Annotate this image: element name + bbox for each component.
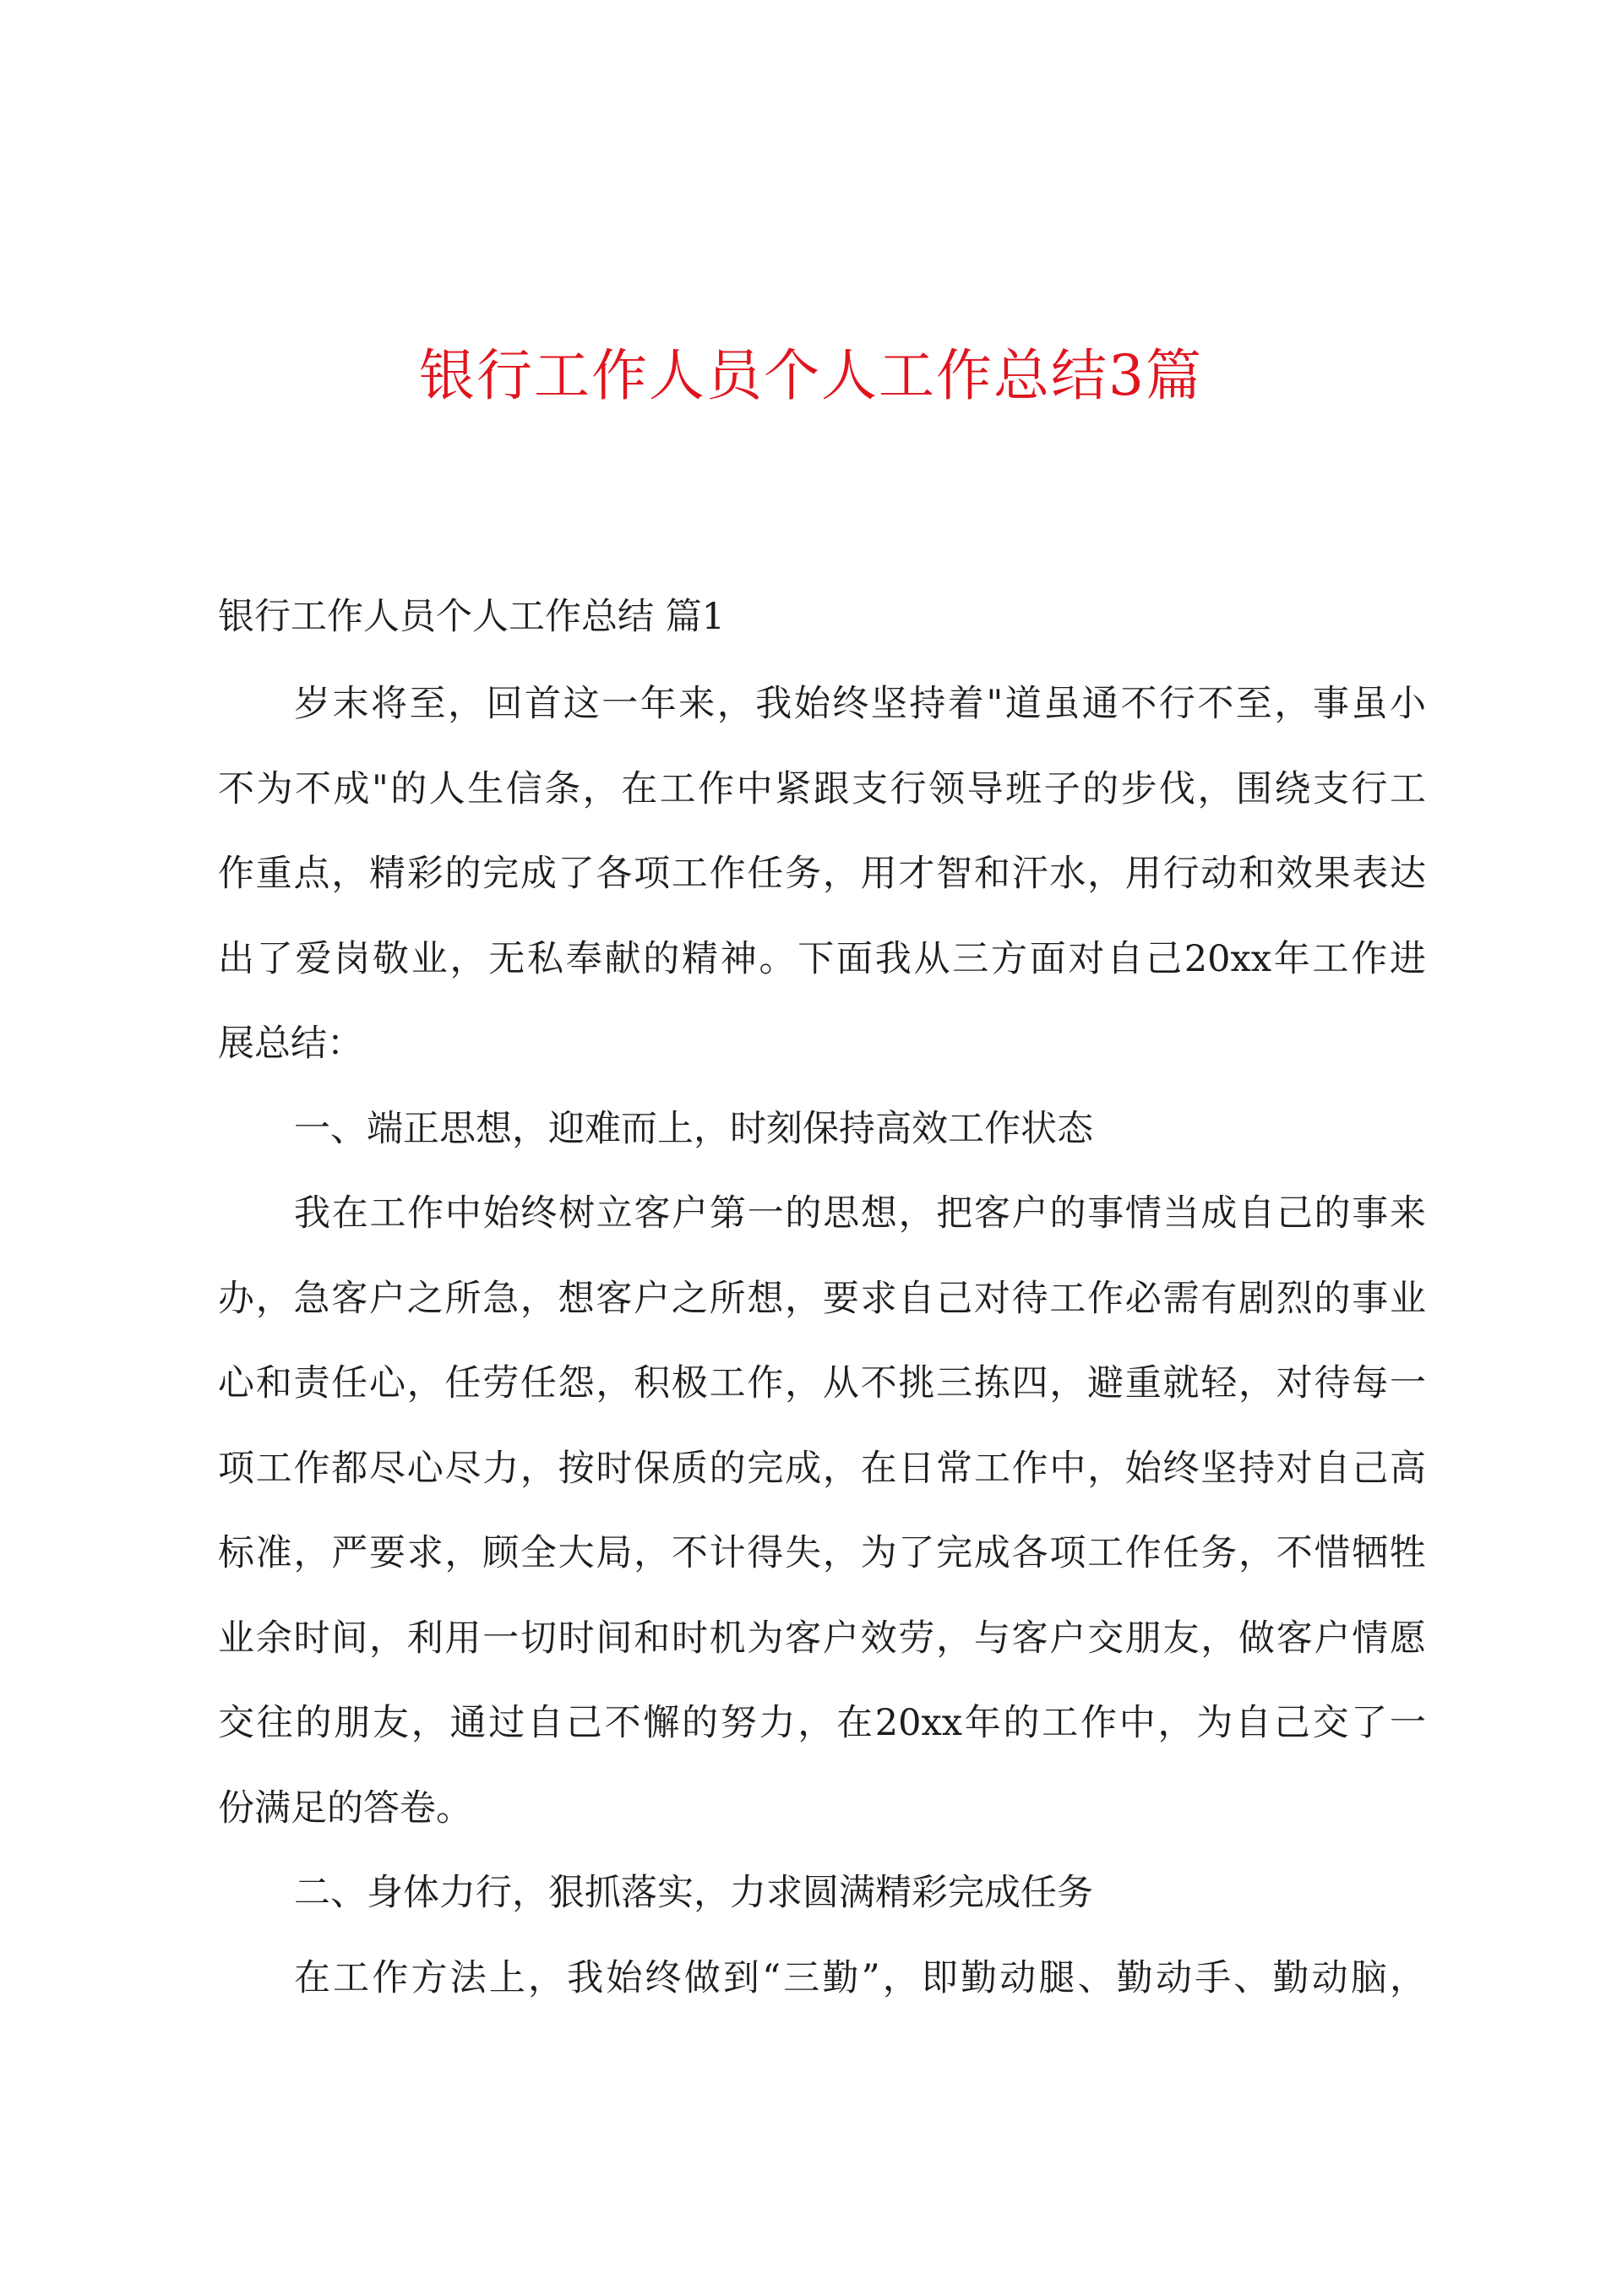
paragraph-line: 业余时间，利用一切时间和时机为客户效劳，与客户交朋友，做客户情愿 xyxy=(218,1617,1426,1660)
subheading-line: 二、身体力行，狠抓落实，力求圆满精彩完成任务 xyxy=(294,1872,1093,1914)
paragraph-line: 我在工作中始终树立客户第一的思想，把客户的事情当成自己的事来 xyxy=(294,1192,1426,1235)
subheading-line: 一、端正思想，迎难而上，时刻保持高效工作状态 xyxy=(294,1107,1093,1150)
paragraph-line: 办，急客户之所急，想客户之所想，要求自己对待工作必需有剧烈的事业 xyxy=(218,1277,1426,1320)
paragraph-line: 展总结： xyxy=(218,1023,363,1065)
paragraph-line: 作重点，精彩的完成了各项工作任务，用才智和汗水，用行动和效果表达 xyxy=(218,853,1426,895)
paragraph-line: 在工作方法上，我始终做到“三勤”，即勤动腿、勤动手、勤动脑， xyxy=(294,1956,1426,1999)
paragraph-line: 岁末将至，回首这一年来，我始终坚持着"道虽通不行不至，事虽小 xyxy=(294,683,1426,725)
section-heading: 银行工作人员个人工作总结 篇1 xyxy=(218,596,726,638)
paragraph-line: 标准，严要求，顾全大局，不计得失，为了完成各项工作任务，不惜牺牲 xyxy=(218,1532,1426,1574)
paragraph-line: 出了爱岗敬业，无私奉献的精神。下面我从三方面对自己20xx年工作进 xyxy=(218,937,1426,980)
paragraph-line: 项工作都尽心尽力，按时保质的完成，在日常工作中，始终坚持对自己高 xyxy=(218,1447,1426,1490)
paragraph-line: 不为不成"的人生信条，在工作中紧跟支行领导班子的步伐，围绕支行工 xyxy=(218,767,1426,810)
paragraph-line: 份满足的答卷。 xyxy=(218,1786,472,1830)
paragraph-line: 心和责任心，任劳任怨，积极工作，从不挑三拣四，避重就轻，对待每一 xyxy=(218,1362,1426,1404)
document-title: 银行工作人员个人工作总结3篇 xyxy=(419,343,1203,408)
document-body xyxy=(218,662,1426,2021)
paragraph-line: 交往的朋友，通过自己不懈的努力，在20xx年的工作中，为自己交了一 xyxy=(218,1702,1426,1744)
